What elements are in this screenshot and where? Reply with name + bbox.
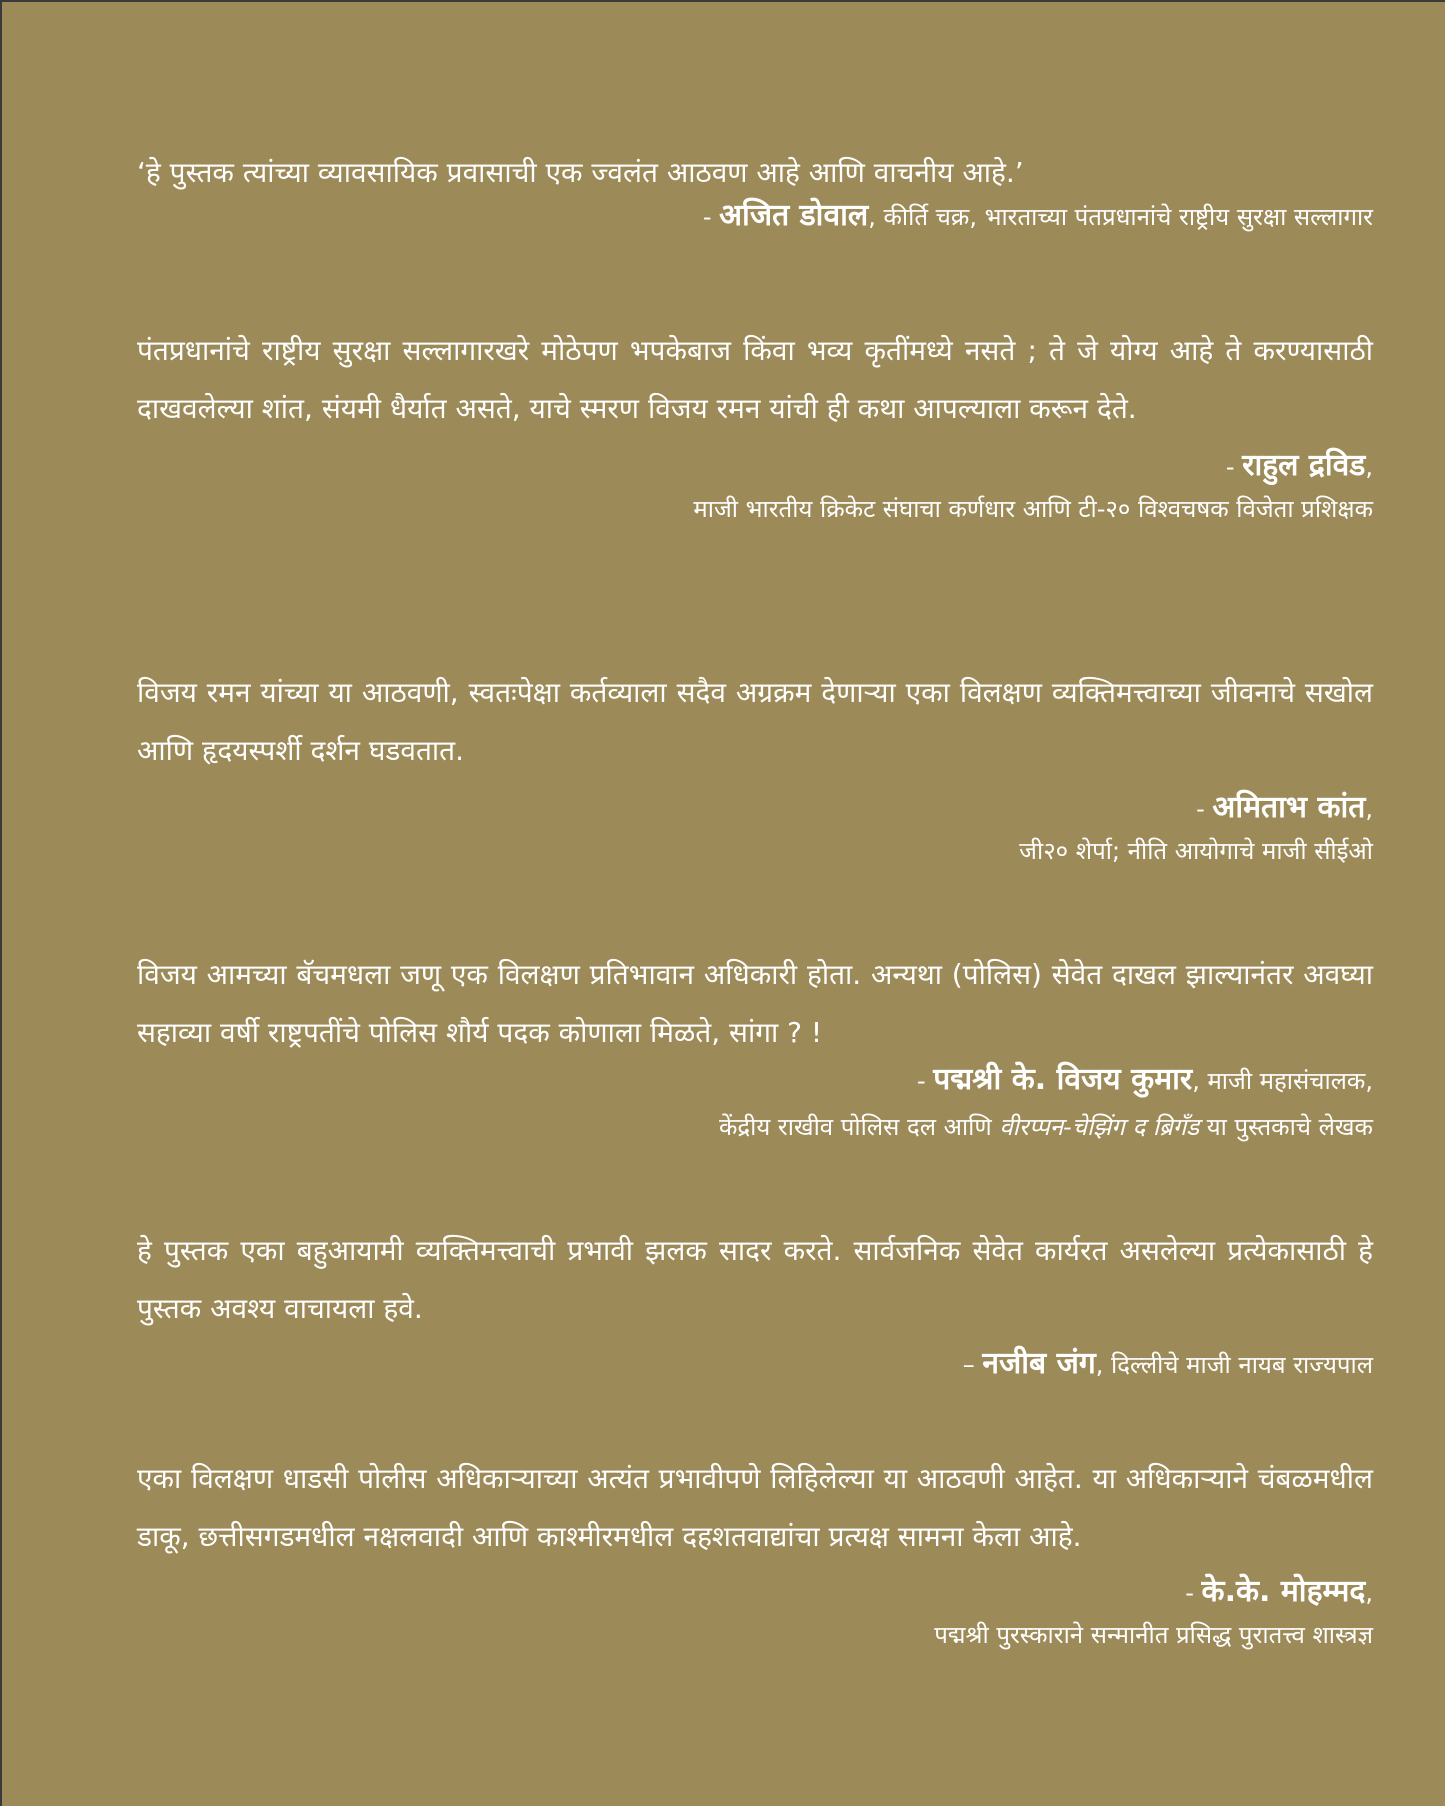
testimonial-attribution [137,1342,1373,1387]
book-title: वीरप्पन-चेझिंग द ब्रिगँड [999,1113,1200,1141]
name-suffix: , [1365,453,1373,481]
author-name: के.के. मोहम्मद [1201,1574,1366,1609]
author-title: पद्मश्री पुरस्काराने सन्मानीत प्रसिद्ध पुरातत्त्व शास्त्रज्ञ [934,1621,1373,1649]
attribution-dash: - [702,203,720,231]
name-suffix: , [1365,795,1373,823]
author-name: अजित डोवाल [719,198,869,233]
attribution-dash: - [1225,453,1243,481]
attribution-dash: - [1196,795,1213,823]
attribution-dash: - [916,1067,934,1095]
author-title: माजी भारतीय क्रिकेट संघाचा कर्णधार आणि टी-२० विश्वचषक विजेता प्रशिक्षक [693,495,1373,523]
testimonial-vijay-kumar [137,946,1373,1147]
testimonial-dravid [137,322,1373,529]
testimonial-doval [137,144,1373,239]
testimonial-attribution [137,786,1373,831]
testimonial-quote: विजय आमच्या बॅचमधला जणू एक विलक्षण प्रतिभावान अधिकारी होता. अन्यथा (पोलिस) सेवेत दाखल झाल्यानंतर अवघ्या सहाव्या वर्षी राष्ट्रपतींचे पोलिस शौर्य पदक कोणाला मिळते, सांगा ? ! [137,958,1373,1049]
testimonial-quote: ‘हे पुस्तक त्यांच्या व्यावसायिक प्रवासाची एक ज्वलंत आठवण आहे आणि वाचनीय आहे.’ [137,156,1024,189]
author-name: राहुल द्रविड [1242,448,1366,483]
attribution-dash: – [962,1351,983,1379]
title-post: या पुस्तकाचे लेखक [1199,1113,1373,1141]
testimonial-quote: हे पुस्तक एका बहुआयामी व्यक्तिमत्त्वाची प्रभावी झलक सादर करते. सार्वजनिक सेवेत कार्यरत असलेल्या प्रत्येकासाठी हे पुस्तक अवश्य वाचायला हवे. [137,1234,1373,1325]
testimonial-mohammed [137,1450,1373,1655]
testimonial-attribution [137,444,1373,489]
author-title: , कीर्ति चक्र, भारताच्या पंतप्रधानांचे राष्ट्रीय सुरक्षा सल्लागार [868,203,1373,231]
testimonial-kant [137,664,1373,871]
author-title-line2 [137,1107,1373,1147]
name-suffix: , [1365,1579,1373,1607]
author-title: जी२० शेर्पा; नीति आयोगाचे माजी सीईओ [1019,837,1373,865]
testimonial-jung [137,1222,1373,1387]
testimonial-quote: एका विलक्षण धाडसी पोलीस अधिकाऱ्याच्या अत्यंत प्रभावीपणे लिहिलेल्या या आठवणी आहेत. या अधिकाऱ्याने चंबळमधील डाकू, छत्तीसगडमधील नक्षलवादी आणि काश्मीरमधील दहशतवाद्यांचा प्रत्यक्ष सामना केला आहे. [137,1462,1373,1553]
author-name: पद्मश्री के. विजय कुमार [933,1062,1193,1097]
attribution-dash: - [1185,1579,1202,1607]
author-name: नजीब जंग [982,1346,1096,1381]
author-title: , माजी महासंचालक, [1192,1067,1373,1095]
testimonial-quote: विजय रमन यांच्या या आठवणी, स्वतःपेक्षा कर्तव्याला सदैव अग्रक्रम देणाऱ्या एका विलक्षण व्यक्तिमत्त्वाच्या जीवनाचे सखोल आणि हृदयस्पर्शी दर्शन घडवतात. [137,676,1373,767]
testimonial-attribution [137,1058,1373,1103]
testimonial-attribution [137,1570,1373,1615]
author-name: अमिताभ कांत [1212,790,1366,825]
testimonial-quote: पंतप्रधानांचे राष्ट्रीय सुरक्षा सल्लागारखरे मोठेपण भपकेबाज किंवा भव्य कृतींमध्ये नसते ; ते जे योग्य आहे ते करण्यासाठी दाखवलेल्या शांत, संयमी धैर्यात असते, याचे स्मरण विजय रमन यांची ही कथा आपल्याला करून देते. [137,334,1373,425]
author-title: , दिल्लीचे माजी नायब राज्यपाल [1095,1351,1373,1379]
title-pre: केंद्रीय राखीव पोलिस दल आणि [718,1113,1000,1141]
